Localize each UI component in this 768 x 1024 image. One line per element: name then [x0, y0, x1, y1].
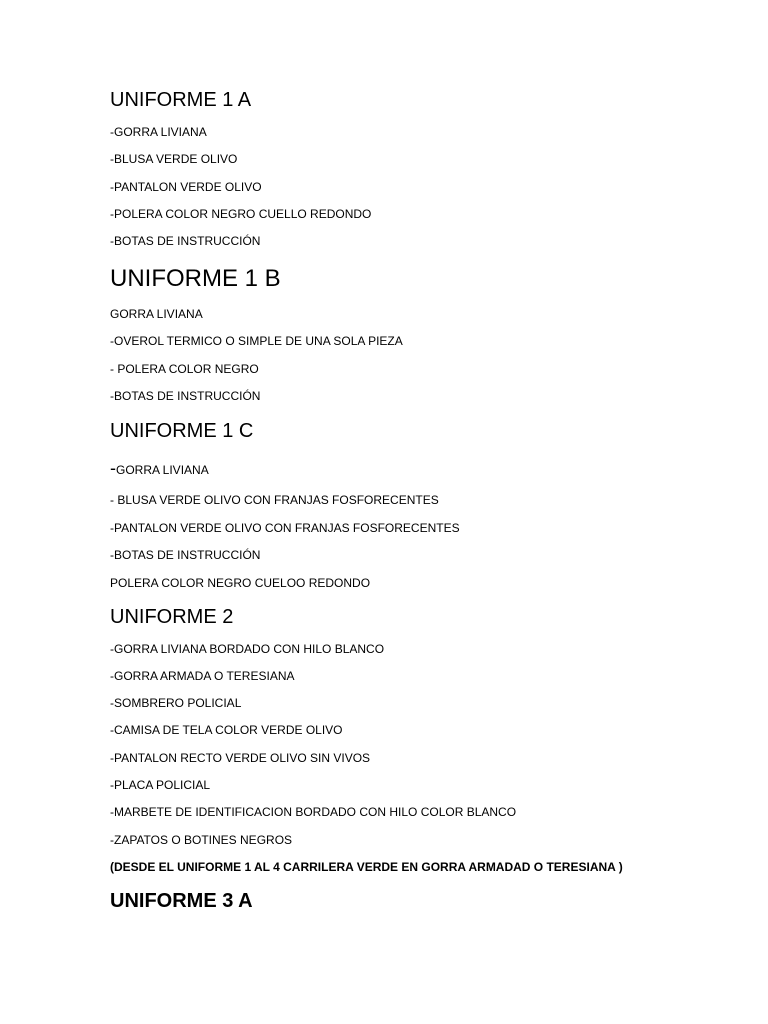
list-item: -PANTALON VERDE OLIVO CON FRANJAS FOSFORECENTES [110, 521, 460, 535]
list-item: -SOMBRERO POLICIAL [110, 696, 242, 710]
section-title-uniforme-1b: UNIFORME 1 B [110, 265, 281, 292]
list-item: -POLERA COLOR NEGRO CUELLO REDONDO [110, 207, 372, 221]
list-item: -ZAPATOS O BOTINES NEGROS [110, 833, 293, 847]
list-item: -PLACA POLICIAL [110, 778, 211, 792]
list-item [110, 459, 209, 477]
list-item: -BOTAS DE INSTRUCCIÓN [110, 548, 261, 562]
list-item: -PANTALON VERDE OLIVO [110, 180, 262, 194]
list-item-text: GORRA LIVIANA [116, 463, 209, 477]
list-item-dash: - [110, 458, 116, 478]
list-item: POLERA COLOR NEGRO CUELOO REDONDO [110, 576, 371, 590]
note-text: (DESDE EL UNIFORME 1 AL 4 CARRILERA VERDE EN GORRA ARMADAD O TERESIANA ) [110, 860, 623, 874]
list-item: GORRA LIVIANA [110, 307, 203, 321]
list-item: -PANTALON RECTO VERDE OLIVO SIN VIVOS [110, 751, 371, 765]
list-item: -GORRA LIVIANA [110, 125, 207, 139]
list-item: -GORRA ARMADA O TERESIANA [110, 669, 295, 683]
section-title-uniforme-2: UNIFORME 2 [110, 606, 234, 628]
list-item: - POLERA COLOR NEGRO [110, 362, 259, 376]
list-item: -CAMISA DE TELA COLOR VERDE OLIVO [110, 723, 343, 737]
list-item: -BLUSA VERDE OLIVO [110, 152, 238, 166]
section-title-uniforme-1c: UNIFORME 1 C [110, 420, 254, 442]
list-item: -BOTAS DE INSTRUCCIÓN [110, 234, 261, 248]
list-item: -OVEROL TERMICO O SIMPLE DE UNA SOLA PIEZA [110, 334, 403, 348]
section-title-uniforme-3a: UNIFORME 3 A [110, 890, 253, 912]
list-item: -MARBETE DE IDENTIFICACION BORDADO CON HILO COLOR BLANCO [110, 805, 517, 819]
list-item: - BLUSA VERDE OLIVO CON FRANJAS FOSFORECENTES [110, 493, 439, 507]
section-title-uniforme-1a: UNIFORME 1 A [110, 89, 252, 111]
list-item: -GORRA LIVIANA BORDADO CON HILO BLANCO [110, 642, 385, 656]
list-item: -BOTAS DE INSTRUCCIÓN [110, 389, 261, 403]
